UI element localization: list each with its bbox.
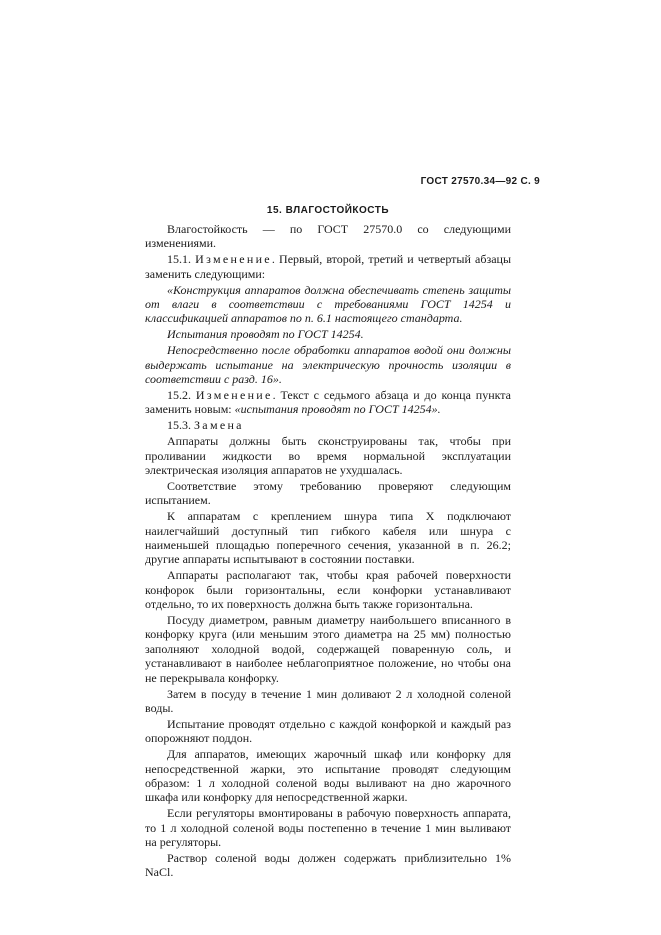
paragraph: Аппараты располагают так, чтобы края рабочей поверхности конфорок были горизонтальны, если конфорки устанавливают отдельно, то их поверхность должна быть также горизонтальна. [145,568,511,612]
clause-number: 15.3. [167,418,194,433]
paragraph: Влагостойкость — по ГОСТ 27570.0 со следующими изменениями. [145,222,511,251]
amendment-quote: «испытания проводят по ГОСТ 14254». [234,402,441,417]
paragraph: Аппараты должны быть сконструированы так, чтобы при проливании жидкости во время нормальной эксплуатации электрическая изоляция аппаратов не ухудшалась. [145,434,511,477]
paragraph: Если регуляторы вмонтированы в рабочую поверхность аппарата, то 1 л холодной соленой воды постепенно в течение 1 мин выливают на регуляторы. [145,806,511,850]
paragraph: Затем в посуду в течение 1 мин доливают 2 л холодной соленой воды. [145,686,511,715]
amendment-label: Изменение [195,252,272,267]
quoted-paragraph: Испытания проводят по ГОСТ 14254. [167,327,364,342]
paragraph: Соответствие этому требованию проверяют следующим испытанием. [145,478,511,508]
paragraph: К аппаратам с креплением шнура типа X подключают наилегчайший доступный тип гибкого кабеля или шнура с наименьшей площадью поперечного сечения, указанной в п. 26.2; другие аппараты испытывают в состоянии поставки. [145,509,511,567]
section-title: 15. ВЛАГОСТОЙКОСТЬ [266,205,390,216]
paragraph: Испытание проводят отдельно с каждой конфоркой и каждый раз опорожняют поддон. [145,716,511,746]
quoted-paragraph: «Конструкция аппаратов должна обеспечивать степень защиты от влаги в соответствии с требованиями ГОСТ 14254 и классификацией аппаратов по п. 6.1 настоящего стандарта. [145,282,511,326]
paragraph-amendment-15-2 [145,388,511,417]
amendment-text: . Первый, второй, третий и четвертый абзацы заменить следующими: [145,252,512,281]
paragraph-replacement-15-3 [145,418,511,432]
paragraph: Посуду диаметром, равным диаметру наибольшего вписанного в конфорку круга (или меньшим этого диаметра на 25 мм) полностью заполняют холодной водой, содержащей поваренную соль, и устанавливают в наиболее неблагоприятное положение, но чтобы она не перекрывала конфорку. [145,613,511,685]
amendment-text: . Текст с седьмого абзаца и до конца пункта заменить новым: [145,387,512,417]
page-header: ГОСТ 27570.34—92 С. 9 [420,176,540,187]
paragraph: Для аппаратов, имеющих жарочный шкаф или конфорку для непосредственной жарки, это испытание проводят следующим образом: 1 л холодной соленой воды выливают на дно жарочного шкафа или конфорку для непосредственной жарки. [145,747,511,805]
paragraph: Раствор соленой воды должен содержать приблизительно 1% NaCl. [145,851,511,880]
clause-number: 15.2. [167,387,196,402]
clause-number: 15.1. [167,252,196,267]
document-body [145,222,511,881]
amendment-label: Изменение [195,387,273,402]
replacement-label: Замена [194,418,244,433]
paragraph-amendment-15-1 [145,252,511,281]
quoted-paragraph: Непосредственно после обработки аппаратов водой они должны выдержать испытание на электрическую прочность изоляции в соответствии с разд. 16». [145,343,511,387]
